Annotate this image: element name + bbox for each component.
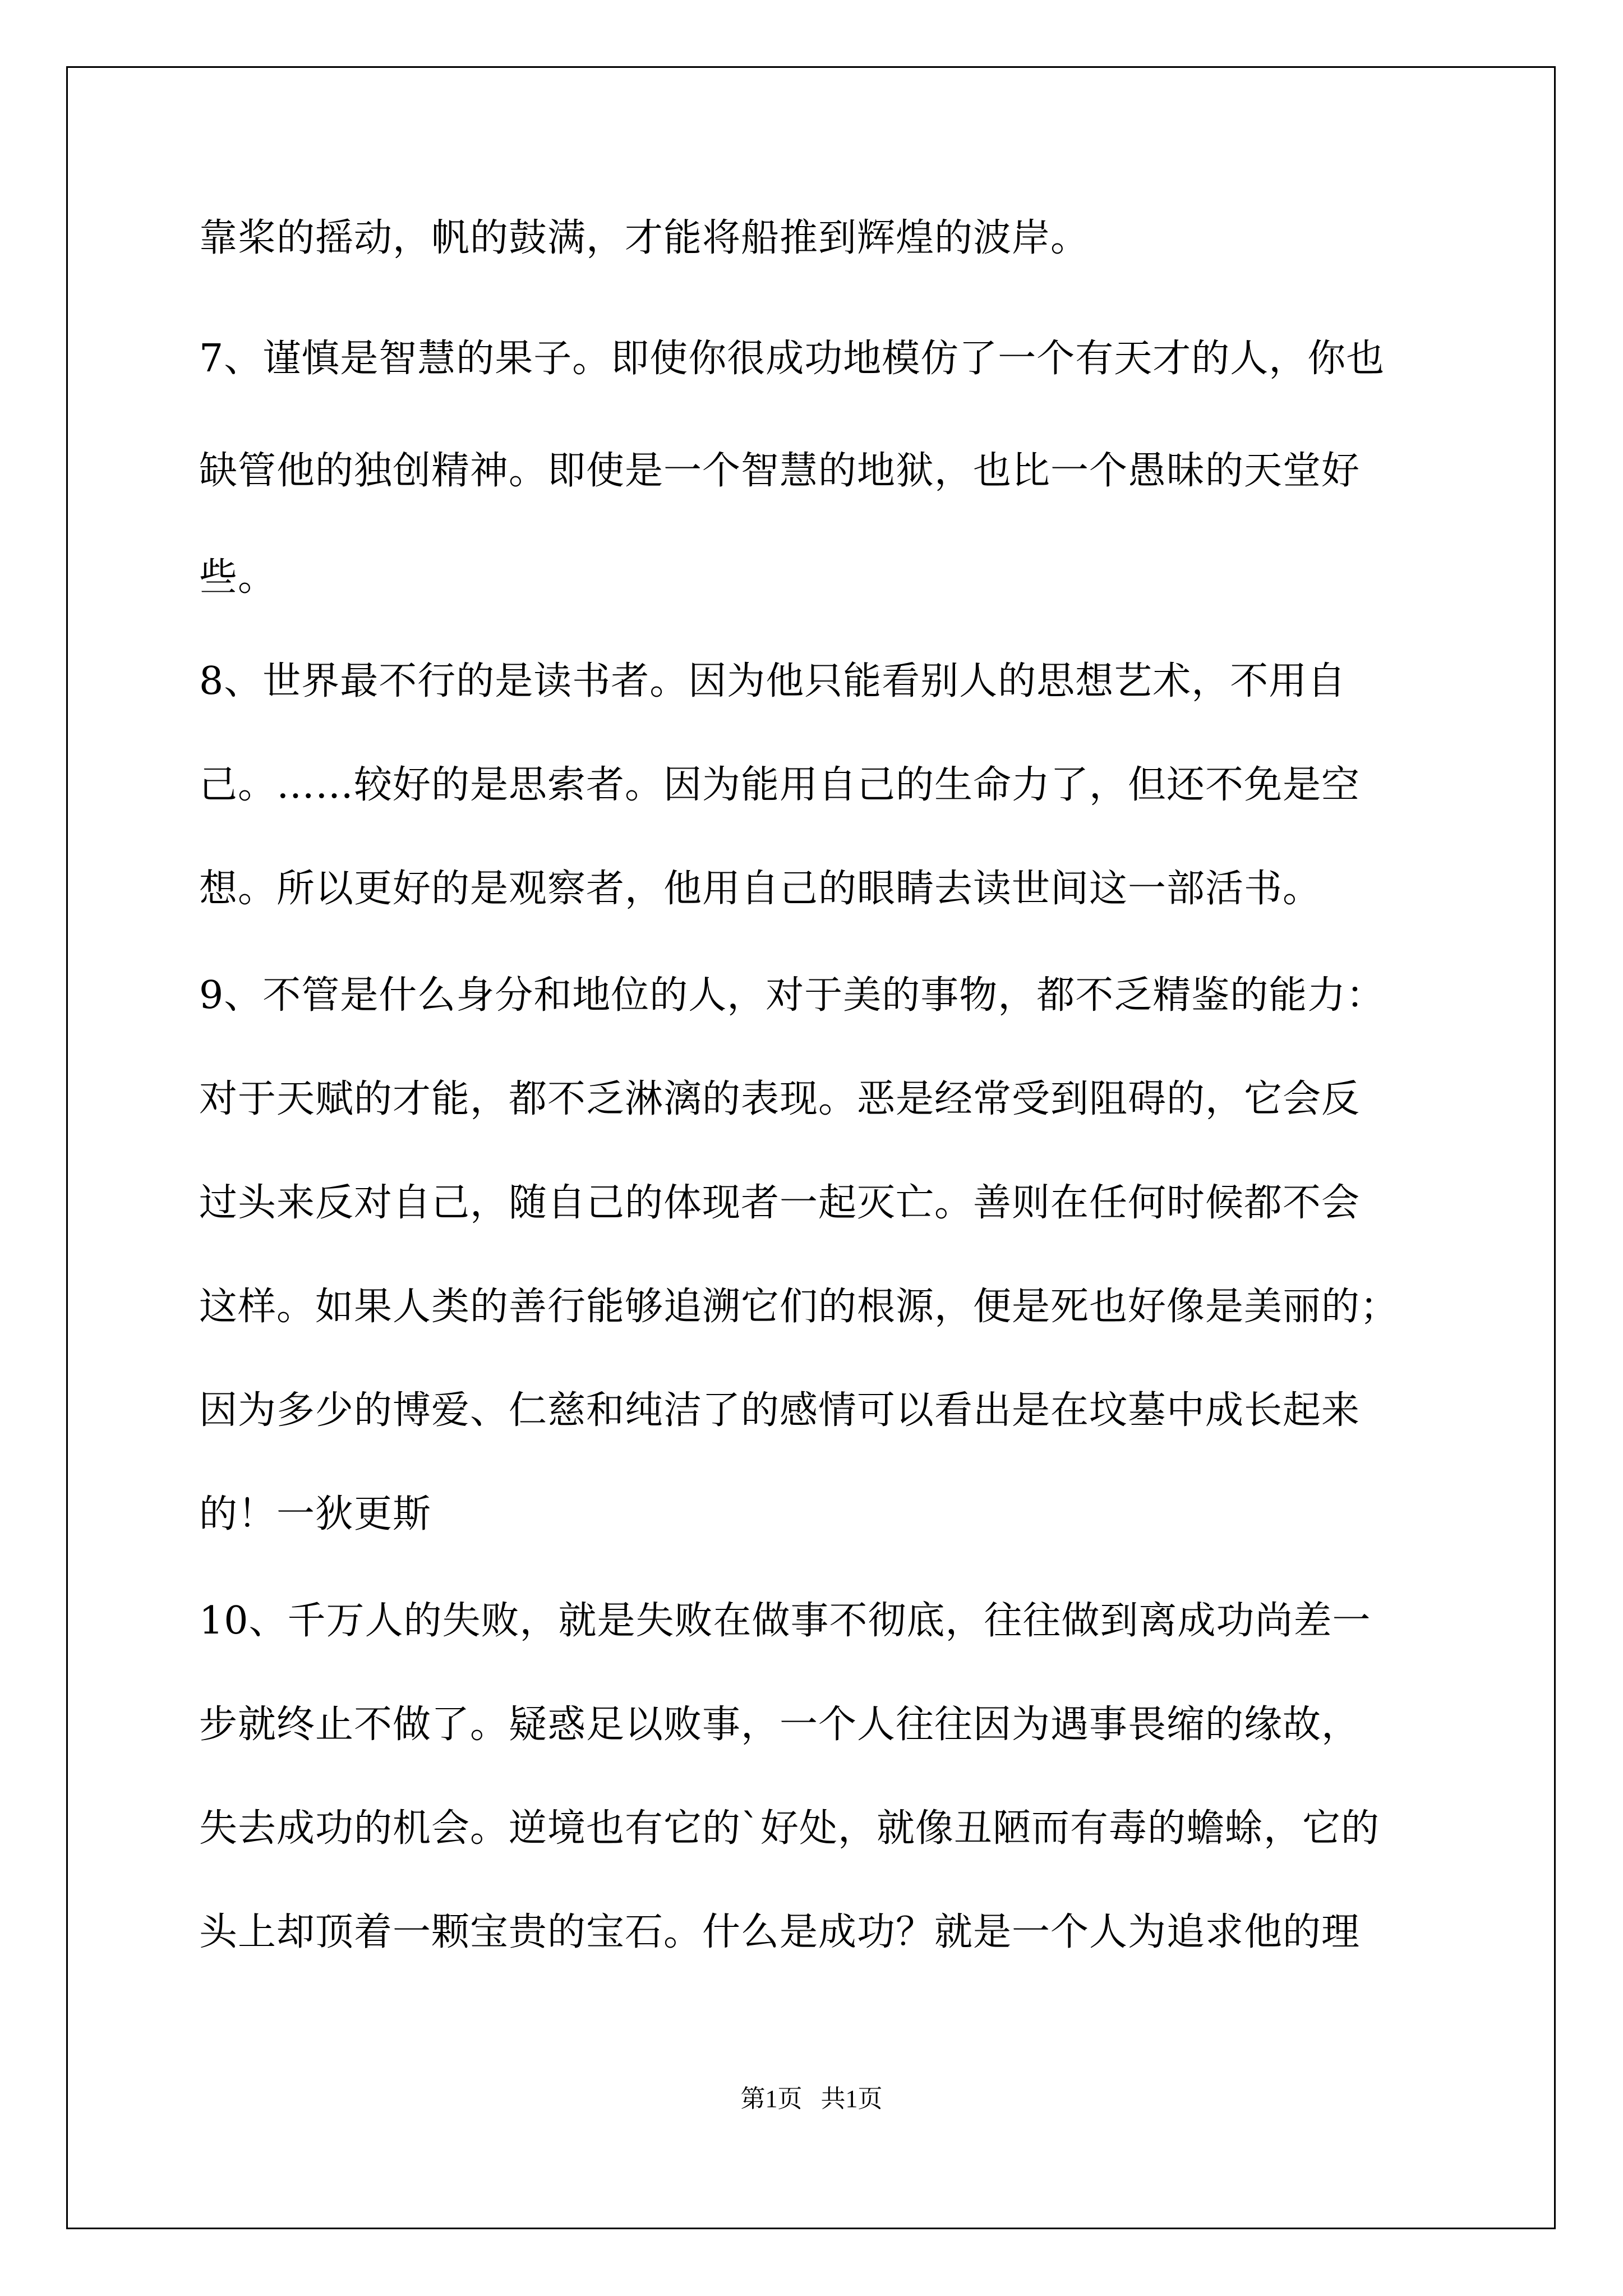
text-line: 过头来反对自己，随自己的体现者一起灭亡。善则在任何时候都不会 [199,1181,1361,1225]
text-line: 的！一狄更斯 [199,1492,432,1536]
text-line: 些。 [199,555,277,600]
text-line: 想。所以更好的是观察者，他用自己的眼睛去读世间这一部活书。 [199,867,1322,911]
text-line: 靠桨的摇动，帆的鼓满，才能将船推到辉煌的波岸。 [199,216,1090,260]
text-line: 步就终止不做了。疑惑足以败事，一个人往往因为遇事畏缩的缘故， [199,1703,1361,1747]
text-line: 9、不管是什么身分和地位的人，对于美的事物，都不乏精鉴的能力： [199,973,1385,1018]
text-line: 失去成功的机会。逆境也有它的`好处，就像丑陋而有毒的蟾蜍，它的 [199,1806,1380,1851]
text-line: 这样。如果人类的善行能够追溯它们的根源，便是死也好像是美丽的； [199,1285,1399,1329]
text-line: 头上却顶着一颗宝贵的宝石。什么是成功？就是一个人为追求他的理 [199,1910,1361,1954]
page-border [66,66,1556,2229]
text-line: 10、千万人的失败，就是失败在做事不彻底，往往做到离成功尚差一 [199,1599,1371,1643]
text-line: 缺管他的独创精神。即使是一个智慧的地狱，也比一个愚昧的天堂好 [199,449,1361,493]
text-line: 因为多少的博爱、仁慈和纯洁了的感情可以看出是在坟墓中成长起来 [199,1388,1361,1433]
text-line: 8、世界最不行的是读书者。因为他只能看别人的思想艺术，不用自 [199,659,1347,703]
text-line: 7、谨慎是智慧的果子。即使你很成功地模仿了一个有天才的人，你也 [199,337,1385,381]
page-number-footer: 第1页 共1页 [740,2085,883,2113]
text-line: 对于天赋的才能，都不乏淋漓的表现。恶是经常受到阻碍的，它会反 [199,1077,1361,1121]
text-line: 己。……较好的是思索者。因为能用自己的生命力了，但还不免是空 [199,763,1361,807]
